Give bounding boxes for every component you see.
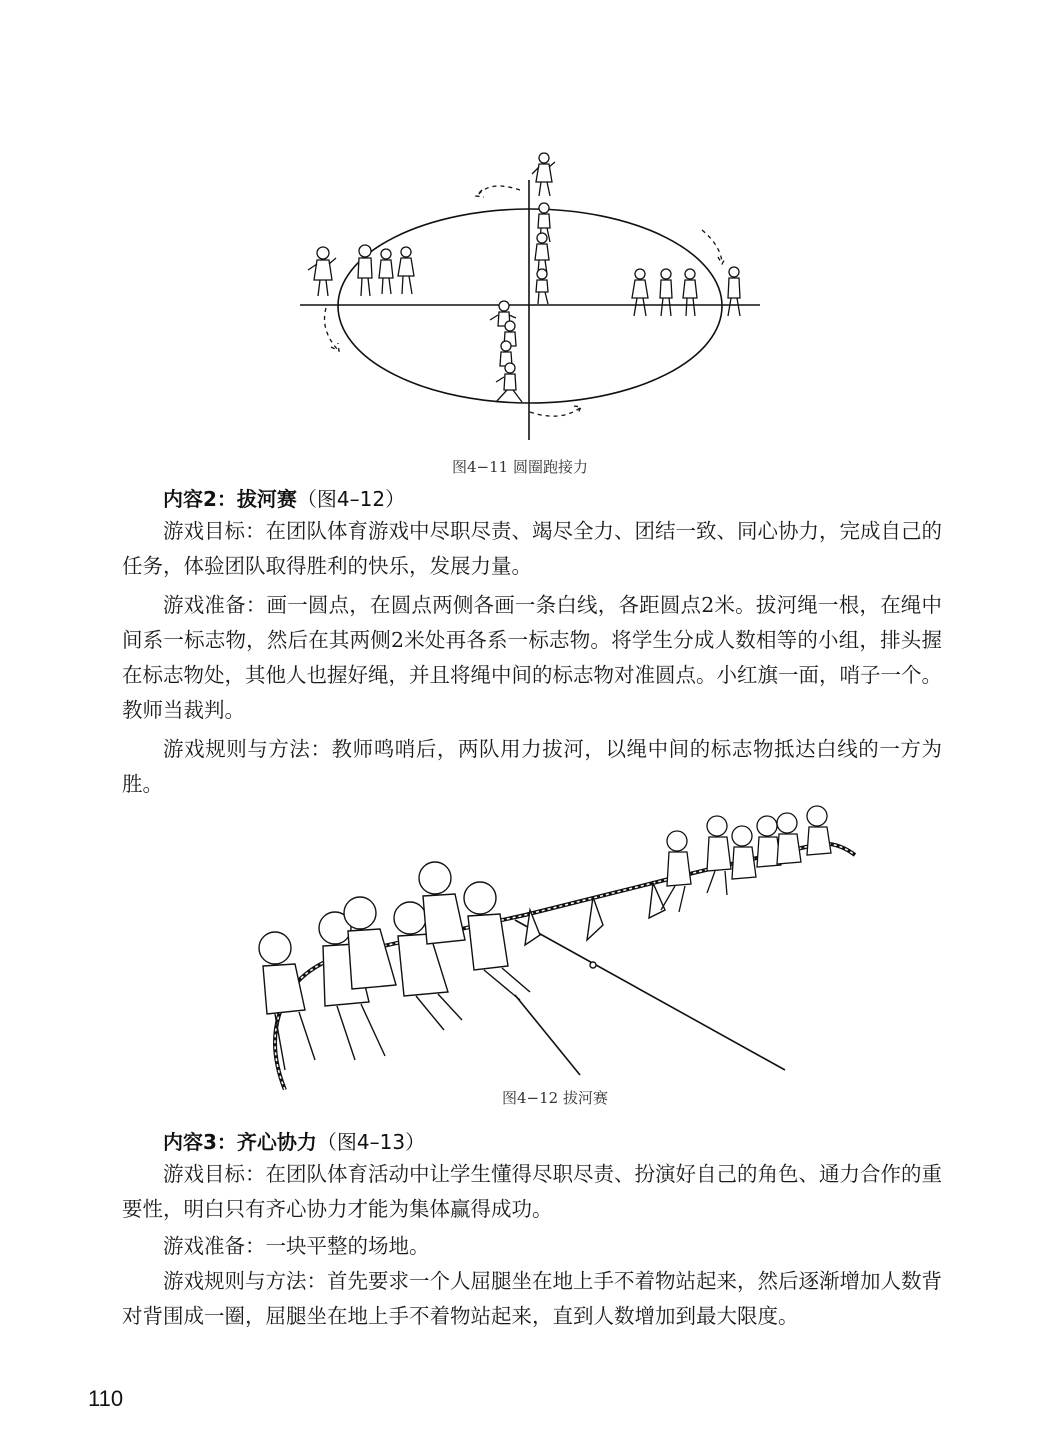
section2-title: 内容2：拔河赛 [163, 487, 297, 511]
figure-4-12-caption: 图4−12 拔河赛 [502, 1089, 608, 1107]
section2-figref: （图4–12） [296, 487, 406, 511]
section3-prep: 游戏准备：一块平整的场地。 [163, 1234, 430, 1258]
right-team-children [661, 806, 831, 912]
section3-goal: 游戏目标：在团队体育活动中让学生懂得尽职尽责、扮演好自己的角色、通力合作的重要性，明白只有齐心协力才能为集体赢得成功。 [122, 1162, 942, 1221]
section2-goal: 游戏目标：在团队体育游戏中尽职尽责、竭尽全力、团结一致、同心协力，完成自己的任务，体验团队取得胜利的快乐，发展力量。 [122, 519, 942, 578]
section2-rules: 游戏规则与方法：教师鸣哨后，两队用力拔河，以绳中间的标志物抵达白线的一方为胜。 [122, 737, 942, 796]
circle-relay-illustration [290, 140, 770, 450]
white-line-left [515, 995, 580, 1075]
figure-4-11-caption: 图4−11 圆圈跑接力 [452, 458, 588, 476]
section2-heading [163, 483, 405, 512]
relay-track-ellipse [338, 209, 722, 403]
section3-title: 内容3：齐心协力 [163, 1130, 317, 1154]
direction-arrows [325, 186, 727, 416]
white-line-right [515, 920, 785, 1070]
tug-of-war-illustration [225, 800, 870, 1090]
section2-prep: 游戏准备：画一圆点，在圆点两侧各画一条白线，各距圆点2米。拔河绳一根，在绳中间系一标志物，然后在其两侧2米处再各系一标志物。将学生分成人数相等的小组，排头握在标志物处，其他人也握好绳，并且将绳中间的标志物对准圆点。小红旗一面，哨子一个。教师当裁判。 [122, 593, 942, 722]
left-team-children [259, 862, 530, 1070]
section3-heading [163, 1126, 425, 1155]
section3-rules: 游戏规则与方法：首先要求一个人屈腿坐在地上手不着物站起来，然后逐渐增加人数背对背围成一圈，屈腿坐在地上手不着物站起来，直到人数增加到最大限度。 [122, 1269, 942, 1328]
page-number: 110 [88, 1386, 124, 1411]
section3-figref: （图4–13） [316, 1130, 426, 1154]
runner-figures [308, 153, 740, 402]
